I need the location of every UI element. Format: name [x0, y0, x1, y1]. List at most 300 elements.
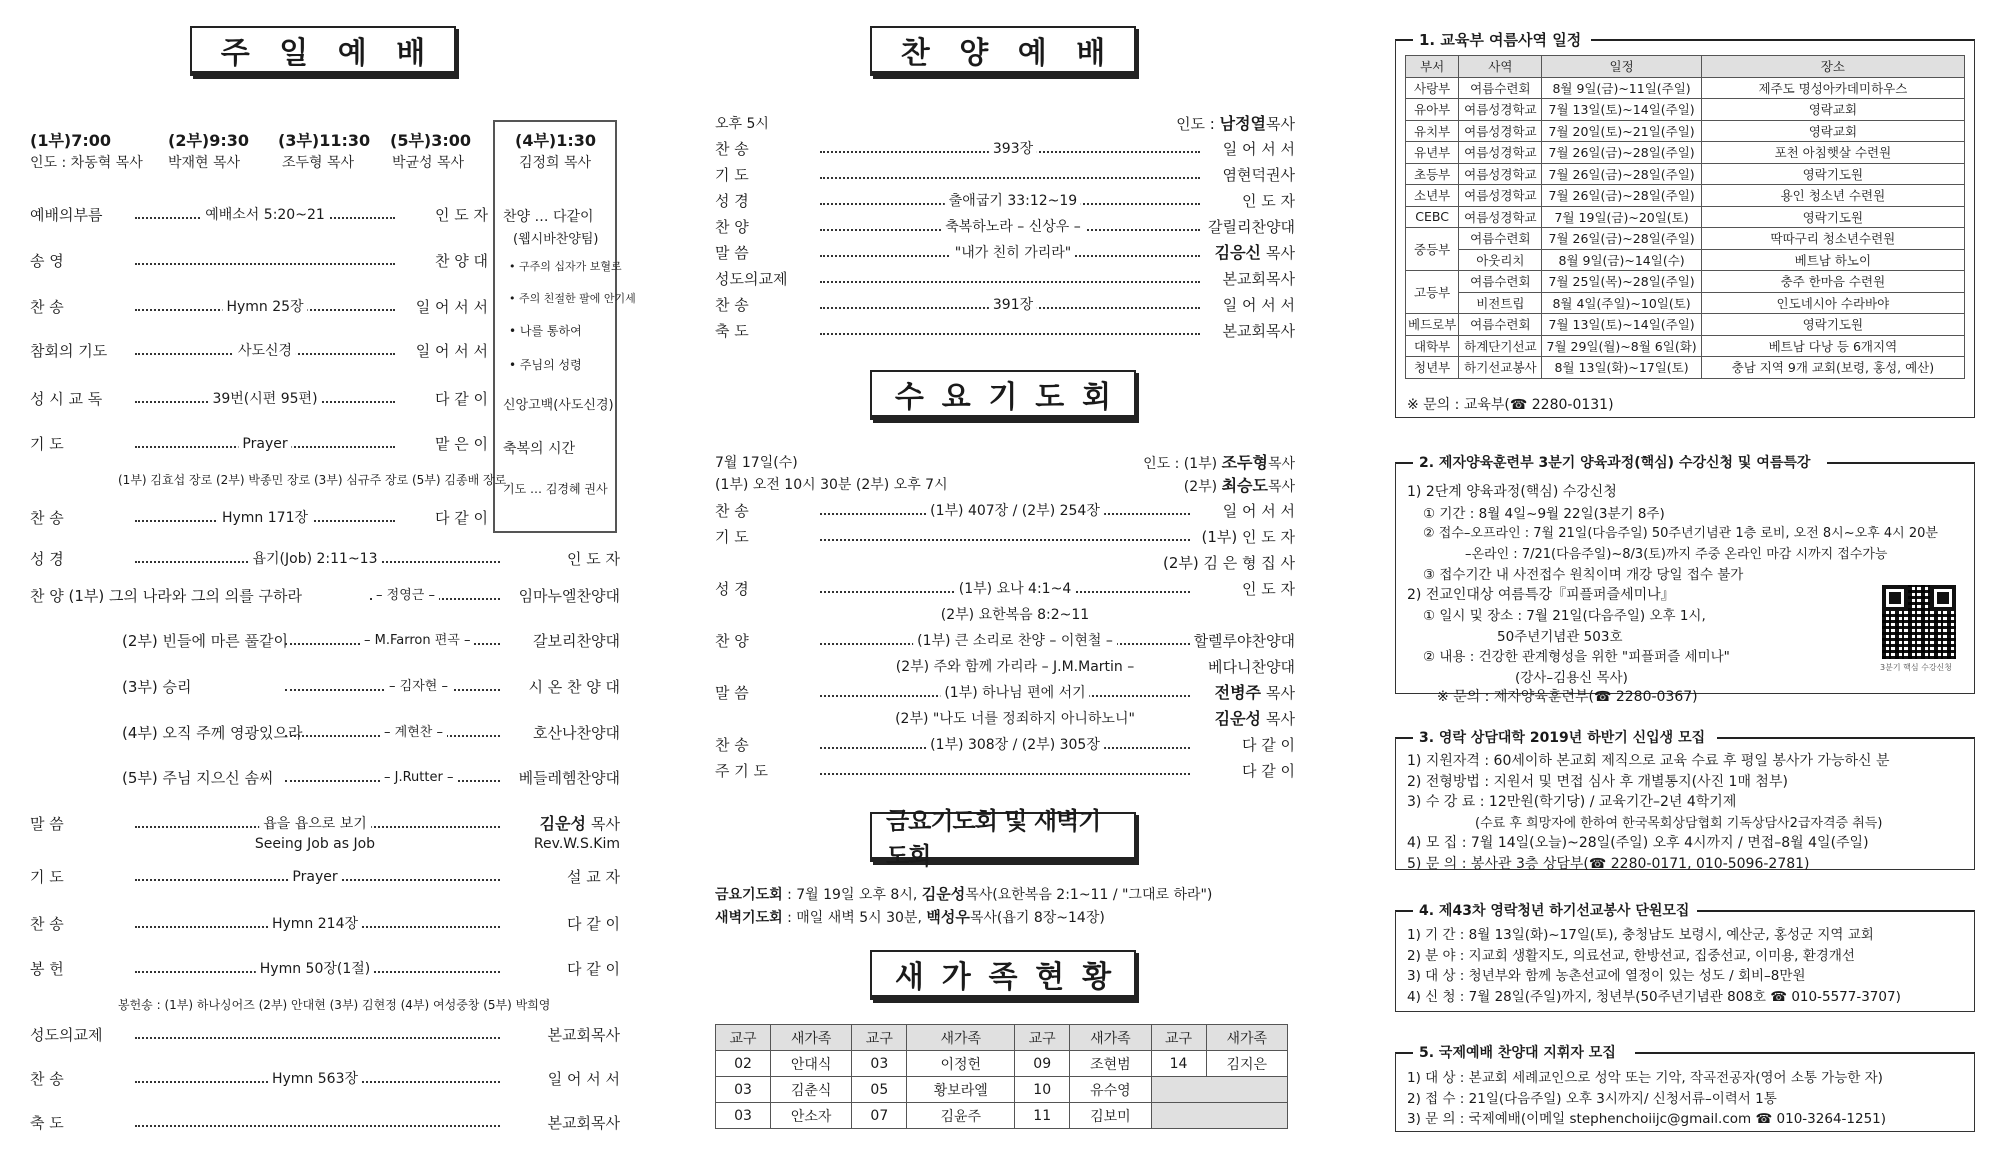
praise-right: 본교회목사: [1222, 322, 1295, 340]
order-label: 찬 송: [30, 915, 64, 933]
order-label: (2부) 빈들에 마른 풀같이: [122, 632, 288, 650]
order-label: 봉헌송 : (1부) 하나싱어즈 (2부) 안대현 (3부) 김현정 (4부) 여성중창 (5부) 박희영: [118, 998, 551, 1012]
order-label: 성도의교제: [30, 1026, 103, 1044]
wed-row: [715, 578, 1295, 600]
dot-leader: [135, 263, 395, 265]
table-cell: 중등부: [1406, 228, 1459, 271]
table-cell: 영락기도원: [1701, 163, 1964, 185]
wed-mid: (1부) 308장 / (2부) 305장: [926, 734, 1104, 756]
wed-label: 성 경: [715, 580, 749, 598]
wed-right: (2부) 김 은 형 집 사: [1162, 554, 1295, 572]
order-row: [30, 433, 488, 455]
table-cell: 8월 9일(금)~11일(주일): [1542, 77, 1701, 99]
table-cell: 안소자: [770, 1103, 851, 1129]
table-cell: 영락기도원: [1701, 206, 1964, 228]
notice-line: 1) 기 간 : 8월 13일(화)~17일(토), 충청남도 보령시, 예산군, 홍성군 지역 교회: [1407, 927, 1874, 943]
order-row: [30, 813, 620, 852]
s3-title: 3. 영락 상담대학 2019년 하반기 신입생 모집: [1419, 730, 1706, 746]
table-cell: 유아부: [1406, 99, 1459, 121]
notice-line: 1) 2단계 양육과정(핵심) 수강신청: [1407, 484, 1617, 500]
wed-row: [715, 682, 1295, 704]
wed-mid: (2부) "나도 너를 정죄하지 아니하노니": [891, 708, 1139, 730]
praise-leader: 인도 : 남정열목사: [1176, 114, 1295, 133]
sunday-worship-title: 주 일 예 배: [190, 26, 456, 76]
order-label: (3부) 승리: [122, 678, 192, 696]
table-cell: 포천 아침햇살 수련원: [1701, 142, 1964, 164]
table-cell: 고등부: [1406, 271, 1459, 314]
wed-right: 다 같 이: [1241, 762, 1295, 780]
table-cell: 유수영: [1070, 1077, 1151, 1103]
notice-line: 2) 분 야 : 지교회 생활지도, 의료선교, 한방선교, 집중선교, 이미용, 환경개선: [1407, 947, 1855, 964]
table-cell: 여름수련회: [1459, 271, 1542, 293]
wed-time: (1부) 오전 10시 30분 (2부) 오후 7시: [715, 477, 948, 493]
table-header: 일정: [1542, 56, 1701, 78]
table-cell: 영락교회: [1701, 99, 1964, 121]
table-header: 교구: [852, 1025, 907, 1051]
dot-leader: [820, 177, 1200, 179]
table-row: [1406, 271, 1965, 293]
praise-label: 성도의교제: [715, 270, 788, 288]
wed-row: [715, 734, 1295, 756]
table-cell: 아웃리치: [1459, 249, 1542, 271]
table-cell: 유치부: [1406, 120, 1459, 142]
table-cell: 소년부: [1406, 185, 1459, 207]
table-row: [1406, 206, 1965, 228]
wed-right: 전병주: [1214, 683, 1261, 702]
notice-line: 3) 대 상 : 청년부와 함께 농촌선교에 열정이 있는 성도 / 회비–8만원: [1407, 968, 1806, 984]
table-cell-empty: [1151, 1103, 1287, 1129]
wed-right: 일 어 서 서: [1222, 502, 1295, 520]
table-cell: 영락교회: [1701, 120, 1964, 142]
praise-right: 갈릴리찬양대: [1208, 218, 1295, 236]
wed-row: [715, 656, 1295, 678]
wed-label: 찬 송: [715, 736, 749, 754]
notice-line: 3) 문 의 : 국제예배(이메일 stephenchoiijc@gmail.com ☎ 010-3264-1251): [1407, 1111, 1887, 1127]
praise-mid: 출애굽기 33:12~19: [945, 190, 1081, 212]
table-cell: 7월 29일(월)~8월 6일(화): [1542, 335, 1701, 357]
table-row: [1406, 228, 1965, 250]
table-cell: 7월 26일(금)~28일(주일): [1542, 142, 1701, 164]
praise-mid: 393장: [989, 138, 1037, 160]
table-header: 사역: [1459, 56, 1542, 78]
table-row: [1406, 163, 1965, 185]
order-mid: Prayer: [288, 866, 341, 888]
table-header: 교구: [1151, 1025, 1206, 1051]
table-row: [1406, 99, 1965, 121]
order-label: 성 시 교 독: [30, 390, 103, 408]
order-mid: – 정영근 –: [372, 585, 439, 607]
order-right: 다 같 이: [566, 960, 620, 978]
table-cell: 여름수련회: [1459, 77, 1542, 99]
order-right: 다 같 이: [434, 509, 488, 527]
table-cell: 8월 4일(주일)~10일(토): [1542, 292, 1701, 314]
table-cell: 김윤주: [907, 1103, 1015, 1129]
notice-line: 2) 접 수 : 21일(다음주일) 오후 3시까지/ 신청서류–이력서 1통: [1407, 1090, 1777, 1107]
table-header: 교구: [716, 1025, 771, 1051]
table-cell: 7월 13일(토)~14일(주일): [1542, 99, 1701, 121]
order-mid: Hymn 25장: [222, 296, 307, 318]
service-time-4: (4부)1:30: [515, 131, 597, 150]
order-row: [30, 1068, 620, 1090]
wed-label: 찬 양: [715, 632, 749, 650]
order-label: 찬 송: [30, 298, 64, 316]
praise-row: [715, 268, 1295, 290]
order-row: [30, 1024, 620, 1046]
order-right: 인 도 자: [566, 550, 620, 568]
table-row: [1406, 77, 1965, 99]
notice-line: ※ 문의 : 제자양육훈련부(☎ 2280-0367): [1437, 689, 1698, 705]
order-row: [30, 676, 620, 698]
table-cell: 제주도 명성아카데미하우스: [1701, 77, 1964, 99]
order-right: 김운성: [539, 814, 586, 833]
table-cell: 7월 19일(금)~20일(토): [1542, 206, 1701, 228]
table-cell: 14: [1151, 1051, 1206, 1077]
service-time-2: (2부)9:30: [168, 131, 250, 150]
order-label: (4부) 오직 주께 영광있으라: [122, 724, 303, 742]
order-label: 예배의부름: [30, 206, 103, 224]
notice-line: (강사–김용신 목사): [1515, 669, 1628, 686]
order-label: 찬 송: [30, 1070, 64, 1088]
order-label: 축 도: [30, 1114, 64, 1132]
table-row: [716, 1077, 1288, 1103]
service-lead-4: 김정희 목사: [519, 155, 592, 171]
notice-line: (수료 후 희망자에 한하여 한국목회상담협회 기독상담사2급자격증 취득): [1475, 815, 1883, 831]
dot-leader: [820, 281, 1200, 283]
table-cell: 8월 9일(금)~14일(수): [1542, 249, 1701, 271]
box4-line-5: • 나를 통하여: [509, 324, 582, 338]
table-cell: 여름성경학교: [1459, 142, 1542, 164]
wed-row: [715, 526, 1295, 548]
table-cell: 03: [852, 1051, 907, 1077]
new-family-table: [715, 1024, 1288, 1129]
box4-line-1: 찬양 … 다같이: [503, 209, 594, 225]
box4-line-2: (웹시바찬양팀): [513, 232, 599, 247]
box4-line-8: 축복의 시간: [503, 441, 576, 457]
box4-line-9: 기도 … 김경혜 권사: [503, 482, 608, 496]
table-cell: 대학부: [1406, 335, 1459, 357]
s2-title: 2. 제자양육훈련부 3분기 양육과정(핵심) 수강신청 및 여름특강: [1419, 455, 1811, 471]
wed-right: (1부) 인 도 자: [1201, 528, 1295, 546]
order-row: [30, 767, 620, 789]
praise-right-suffix: 목사: [1266, 244, 1295, 262]
order-mid: Hymn 50장(1절): [256, 958, 374, 980]
order-right: 다 같 이: [434, 390, 488, 408]
order-right: 다 같 이: [566, 915, 620, 933]
table-cell: 7월 20일(토)~21일(주일): [1542, 120, 1701, 142]
praise-mid: "내가 친히 가리라": [951, 242, 1075, 264]
dot-leader: [820, 539, 1190, 541]
wed-mid: (2부) 요한복음 8:2~11: [937, 604, 1093, 626]
order-mid: 39번(시편 95편): [208, 388, 321, 410]
praise-row: [715, 216, 1295, 238]
table-row: [716, 1103, 1288, 1129]
wed-row: [715, 500, 1295, 522]
qr-caption: 3분기 핵심 수강신청: [1880, 663, 1952, 672]
praise-worship-title: 찬 양 예 배: [870, 26, 1136, 76]
praise-label: 기 도: [715, 166, 749, 184]
order-right: 찬 양 대: [434, 252, 488, 270]
order-right-suffix: 목사: [591, 815, 620, 833]
order-label: (1부) 김효섭 장로 (2부) 박종민 장로 (3부) 심규주 장로 (5부) 김종배 장로: [118, 473, 507, 487]
notice-line: 3) 수 강 료 : 12만원(학기당) / 교육기간–2년 4학기제: [1407, 794, 1737, 810]
order-right: 호산나찬양대: [533, 724, 620, 742]
notice-line: –온라인 : 7/21(다음주일)~8/3(토)까지 주중 온라인 마감 시까지 접수가능: [1465, 546, 1888, 562]
order-row: [30, 630, 620, 652]
wednesday-prayer-title: 수 요 기 도 회: [870, 370, 1136, 420]
dot-leader: [820, 773, 1190, 775]
praise-label: 찬 양: [715, 218, 749, 236]
order-right: 임마누엘찬양대: [518, 587, 620, 605]
praise-mid: 축복하노라 – 신상우 –: [941, 216, 1085, 238]
wed-right: 할렐루야찬양대: [1193, 632, 1295, 650]
table-row: [1406, 120, 1965, 142]
s1-title: 1. 교육부 여름사역 일정: [1419, 31, 1582, 49]
wed-label: 주 기 도: [715, 762, 769, 780]
notice-line: ① 일시 및 장소 : 7월 21일(다음주일) 오후 1시,: [1423, 608, 1706, 624]
wed-label: 찬 송: [715, 502, 749, 520]
order-mid: 욥을 욥으로 보기: [259, 813, 371, 835]
table-cell: 김춘식: [770, 1077, 851, 1103]
box4-line-3: • 구주의 십자가 보혈로: [509, 260, 622, 273]
order-right: 일 어 서 서: [415, 342, 488, 360]
s1-header-row: [1406, 56, 1965, 78]
order-right: 갈보리찬양대: [533, 632, 620, 650]
table-cell: 초등부: [1406, 163, 1459, 185]
new-family-header-row: [716, 1025, 1288, 1051]
order-mid: Hymn 214장: [268, 913, 362, 935]
praise-row: [715, 164, 1295, 186]
notice-line: ② 접수–오프라인 : 7월 21일(다음주일) 50주년기념관 1층 로비, 오전 8시~오후 4시 20분: [1423, 526, 1938, 541]
notice-line: 50주년기념관 503호: [1497, 628, 1623, 645]
order-row: [30, 585, 620, 607]
order-row: [30, 994, 620, 1016]
wed-right-suffix: 목사: [1266, 684, 1295, 702]
dot-leader: [135, 1125, 500, 1127]
table-cell: 7월 26일(금)~28일(주일): [1542, 228, 1701, 250]
wed-leader-2: (2부) 최승도목사: [1183, 476, 1295, 495]
wed-mid: (1부) 하나님 편에 서기: [940, 682, 1089, 704]
table-cell: 여름수련회: [1459, 228, 1542, 250]
table-cell: 영락기도원: [1701, 314, 1964, 336]
wed-right: 다 같 이: [1241, 736, 1295, 754]
order-mid: 욥기(Job) 2:11~13: [249, 548, 382, 570]
order-mid-2: Seeing Job as Job: [254, 836, 376, 852]
order-label: 찬 양 (1부) 그의 나라와 그의 의를 구하라: [30, 587, 302, 605]
table-header: 새가족: [1070, 1025, 1151, 1051]
order-mid: 사도신경: [234, 340, 296, 362]
box4-line-6: • 주님의 성령: [509, 358, 582, 372]
praise-right: 일 어 서 서: [1222, 140, 1295, 158]
table-cell: 베트남 다낭 등 6개지역: [1701, 335, 1964, 357]
dot-leader: [820, 333, 1200, 335]
order-row: [30, 296, 488, 318]
praise-right: 김응신: [1214, 243, 1261, 262]
table-cell: 충남 지역 9개 교회(보령, 홍성, 예산): [1701, 357, 1964, 379]
table-cell: 사랑부: [1406, 77, 1459, 99]
table-cell: 8월 13일(화)~17일(토): [1542, 357, 1701, 379]
table-cell: 7월 25일(목)~28일(주일): [1542, 271, 1701, 293]
order-label: 성 경: [30, 550, 64, 568]
wed-row: [715, 604, 1295, 626]
praise-row: [715, 190, 1295, 212]
table-cell: 김지은: [1206, 1051, 1287, 1077]
notice-line: ② 내용 : 건강한 관계형성을 위한 "피플퍼즐 세미나": [1423, 649, 1730, 665]
table-cell: 황보라엘: [907, 1077, 1015, 1103]
order-mid: Hymn 563장: [268, 1068, 362, 1090]
table-cell: CEBC: [1406, 206, 1459, 228]
praise-right: 인 도 자: [1241, 192, 1295, 210]
table-cell: 11: [1015, 1103, 1070, 1129]
order-row: [30, 507, 488, 529]
order-mid: Prayer: [238, 433, 291, 455]
wed-row: [715, 760, 1295, 782]
wed-mid: (2부) 주와 함께 가리라 – J.M.Martin –: [892, 656, 1139, 678]
notice-line: 4) 신 청 : 7월 28일(주일)까지, 청년부(50주년기념관 808호 ☎ 010-5577-3707): [1407, 988, 1901, 1005]
wed-label: 말 씀: [715, 684, 749, 702]
table-cell: 7월 13일(토)~14일(주일): [1542, 314, 1701, 336]
order-label: 기 도: [30, 868, 64, 886]
order-label: 봉 헌: [30, 960, 64, 978]
notice-line: ① 기간 : 8월 4일~9월 22일(3분기 8주): [1423, 505, 1665, 522]
table-cell: 7월 26일(금)~28일(주일): [1542, 185, 1701, 207]
s5-title: 5. 국제예배 찬양대 지휘자 모집: [1419, 1045, 1616, 1061]
s1-contact: ※ 문의 : 교육부(☎ 2280-0131): [1407, 397, 1614, 413]
notice-line: 2) 전형방법 : 지원서 및 면접 심사 후 개별통지(사진 1매 첨부): [1407, 773, 1788, 790]
friday-prayer-line: 금요기도회 : 7월 19일 오후 8시, 김운성목사(요한복음 2:1~11 / "그대로 하라"): [715, 885, 1213, 903]
order-label: 송 영: [30, 252, 64, 270]
order-right: 본교회목사: [547, 1114, 620, 1132]
order-row: [30, 548, 620, 570]
table-cell: 김보미: [1070, 1103, 1151, 1129]
table-cell: 07: [852, 1103, 907, 1129]
qr-code-icon[interactable]: [1882, 585, 1956, 659]
praise-label: 찬 송: [715, 296, 749, 314]
table-row: [1406, 249, 1965, 271]
table-cell: 딱따구리 청소년수련원: [1701, 228, 1964, 250]
praise-row: [715, 242, 1295, 264]
table-cell: 유년부: [1406, 142, 1459, 164]
order-right: 일 어 서 서: [547, 1070, 620, 1088]
education-schedule-table: [1405, 55, 1965, 379]
table-row: [1406, 357, 1965, 379]
table-cell: 인도네시아 수라바야: [1701, 292, 1964, 314]
order-label: (5부) 주님 지으신 솜씨: [122, 769, 274, 787]
table-cell: 여름성경학교: [1459, 163, 1542, 185]
order-row: [30, 866, 620, 888]
praise-row: [715, 138, 1295, 160]
table-row: [1406, 314, 1965, 336]
notice-line: 5) 문 의 : 봉사관 3층 상담부(☎ 2280-0171, 010-5096-2781): [1407, 855, 1810, 872]
wed-label: 기 도: [715, 528, 749, 546]
order-mid: – J.Rutter –: [380, 767, 457, 789]
friday-dawn-title: 금요기도회 및 새벽기도회: [870, 812, 1136, 862]
box4-line-4: • 주의 친절한 팔에 안기세: [509, 292, 636, 305]
order-mid: 예배소서 5:20~21: [201, 204, 329, 226]
wed-row: [715, 552, 1295, 574]
table-cell: 03: [716, 1103, 771, 1129]
order-right: 맡 은 이: [434, 435, 488, 453]
service-lead-2: 박재현 목사: [168, 155, 241, 171]
table-cell: 여름성경학교: [1459, 206, 1542, 228]
table-cell: 7월 26일(금)~28일(주일): [1542, 163, 1701, 185]
praise-label: 성 경: [715, 192, 749, 210]
table-cell: 여름성경학교: [1459, 99, 1542, 121]
wed-right: 김운성: [1214, 709, 1261, 728]
table-row: [1406, 335, 1965, 357]
praise-label: 찬 송: [715, 140, 749, 158]
notice-line: ③ 접수기간 내 사전접수 원칙이며 개강 당일 접수 불가: [1423, 567, 1744, 583]
praise-right: 본교회목사: [1222, 270, 1295, 288]
order-row: [30, 204, 488, 226]
table-cell: 05: [852, 1077, 907, 1103]
table-cell: 09: [1015, 1051, 1070, 1077]
dawn-prayer-line: 새벽기도회 : 매일 새벽 5시 30분, 백성우목사(욥기 8장~14장): [715, 908, 1105, 926]
order-right: 베들레헴찬양대: [518, 769, 620, 787]
wed-row: [715, 708, 1295, 730]
order-mid: – M.Farron 편곡 –: [360, 630, 474, 652]
table-row: [1406, 292, 1965, 314]
praise-label: 말 씀: [715, 244, 749, 262]
table-cell: 안대식: [770, 1051, 851, 1077]
order-right-2: Rev.W.S.Kim: [533, 836, 620, 852]
order-mid: – 김자현 –: [385, 676, 452, 698]
table-row: [716, 1051, 1288, 1077]
order-right: 인 도 자: [434, 206, 488, 224]
table-cell: 비전트립: [1459, 292, 1542, 314]
order-row: [30, 1112, 620, 1134]
service-time-1: (1부)7:00: [30, 131, 112, 150]
table-cell: 02: [716, 1051, 771, 1077]
table-cell: 여름성경학교: [1459, 120, 1542, 142]
order-right: 설 교 자: [566, 868, 620, 886]
wed-date: 7월 17일(수): [715, 455, 798, 471]
wed-mid: (1부) 큰 소리로 찬양 – 이현철 –: [913, 630, 1117, 652]
praise-right: 염현덕권사: [1222, 166, 1295, 184]
table-cell: 청년부: [1406, 357, 1459, 379]
order-row: [30, 250, 488, 272]
praise-row: [715, 294, 1295, 316]
table-header: 장소: [1701, 56, 1964, 78]
wed-right-suffix: 목사: [1266, 710, 1295, 728]
order-right: 본교회목사: [547, 1026, 620, 1044]
wed-right: 베다니찬양대: [1208, 658, 1295, 676]
notice-line: 1) 지원자격 : 60세이하 본교회 제직으로 교육 수료 후 평일 봉사가 가능하신 분: [1407, 753, 1890, 769]
table-cell: 03: [716, 1077, 771, 1103]
order-label: 말 씀: [30, 815, 64, 833]
order-label: 기 도: [30, 435, 64, 453]
wed-mid: (1부) 요나 4:1~4: [955, 578, 1075, 600]
order-label: 참회의 기도: [30, 342, 108, 360]
table-cell: 충주 한마음 수련원: [1701, 271, 1964, 293]
order-mid: Hymn 171장: [218, 507, 312, 529]
service-time-5: (5부)3:00: [390, 131, 472, 150]
order-row: [30, 958, 620, 980]
praise-row: [715, 320, 1295, 342]
wed-right: 인 도 자: [1241, 580, 1295, 598]
box4-line-7: 신앙고백(사도신경): [503, 398, 614, 413]
dot-leader: [135, 1037, 500, 1039]
table-cell: 용인 청소년 수련원: [1701, 185, 1964, 207]
service-lead-5: 박균성 목사: [392, 155, 465, 171]
service-lead-3: 조두형 목사: [282, 155, 355, 171]
notice-line: 4) 모 집 : 7월 14일(오늘)~28일(주일) 오후 4시까지 / 면접–8월 4일(주일): [1407, 835, 1869, 851]
wed-leader-1: 인도 : (1부) 조두형목사: [1143, 453, 1295, 472]
notice-line: 1) 대 상 : 본교회 세례교인으로 성악 또는 기악, 작곡전공자(영어 소통 가능한 자): [1407, 1070, 1883, 1086]
order-row: [30, 340, 488, 362]
order-label: 찬 송: [30, 509, 64, 527]
table-cell: 10: [1015, 1077, 1070, 1103]
table-header: 교구: [1015, 1025, 1070, 1051]
